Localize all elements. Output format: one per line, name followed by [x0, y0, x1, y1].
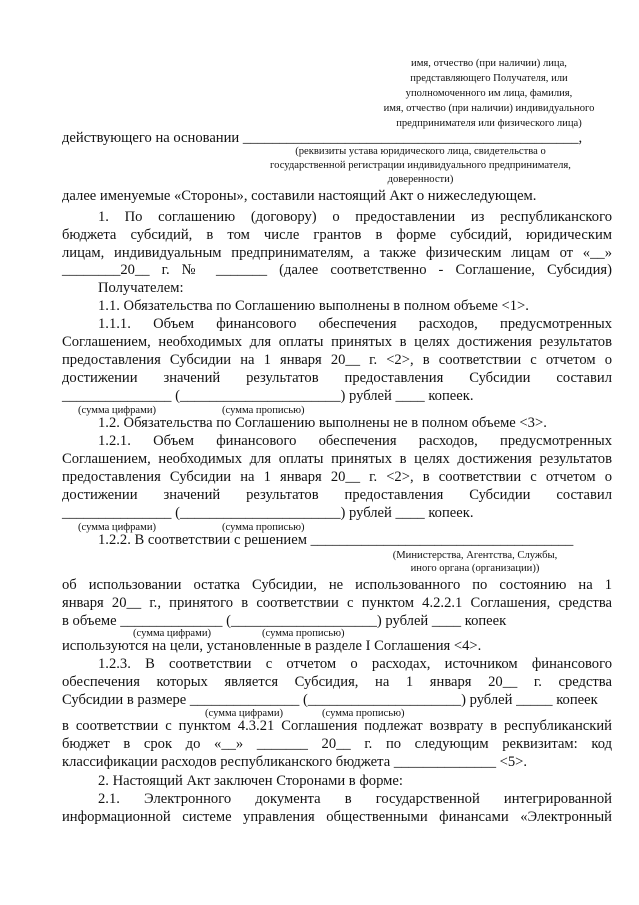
header-note-line-4: имя, отчество (при наличии) индивидуального [383, 103, 595, 114]
para-1-2-2-amount: в объеме ______________ (____________________) рублей ____ копеек [62, 613, 507, 629]
para-1-1-1-line-2: Соглашением, необходимых для оплаты принятых в целях достижения результатов [62, 334, 612, 350]
header-note-line-5: предпринимателя или физического лица) [396, 118, 582, 129]
amount-digits-note-1: (сумма цифрами) [78, 405, 157, 416]
amount-words-note-3: (сумма прописью) [262, 628, 345, 639]
header-note-line-3: уполномоченного им лица, фамилия, [405, 88, 573, 99]
para-1-line-1: 1. По соглашению (договору) о предоставлении из республиканского [98, 209, 612, 225]
para-1-2-3-line-5: бюджет в срок до «__» _______ 20__ г. по следующим реквизитам: код [62, 736, 612, 752]
para-2: 2. Настоящий Акт заключен Сторонами в форме: [98, 773, 403, 789]
amount-digits-note-4: (сумма цифрами) [205, 708, 284, 719]
para-1-2-2-line-2: об использовании остатка Субсидии, не использованного по состоянию на 1 [62, 577, 612, 593]
authority-note-1: (Министерства, Агентства, Службы, [392, 550, 558, 561]
para-1-2-3-line-6: классификации расходов республиканского бюджета ______________ <5>. [62, 754, 528, 770]
para-1-1-1-line-4: достижении значений результатов предоставления Субсидии составил [62, 370, 612, 386]
para-1-1: 1.1. Обязательства по Соглашению выполнены в полном объеме <1>. [98, 298, 529, 314]
recipient-label: Получателем: [98, 280, 184, 296]
para-1-2-2-line-4: используются на цели, установленные в разделе I Соглашения <4>. [62, 638, 482, 654]
para-1-2-3-line-1: 1.2.3. В соответствии с отчетом о расходах, источником финансового [98, 656, 612, 672]
amount-line-2: _______________ (______________________) рублей ____ копеек. [62, 505, 474, 521]
para-1-1-1-line-1: 1.1.1. Объем финансового обеспечения расходов, предусмотренных [98, 316, 612, 332]
authority-note-2: иного органа (организации)) [410, 563, 540, 574]
parties-line: далее именуемые «Стороны», составили настоящий Акт о нижеследующем. [62, 188, 537, 204]
header-note-line-2: представляющего Получателя, или [410, 73, 568, 84]
basis-note-1: (реквизиты устава юридического лица, свидетельства о [295, 146, 546, 157]
para-1-line-3: лицам, индивидуальным предпринимателям, а также физическим лицам от «__» [62, 245, 612, 261]
amount-digits-note-2: (сумма цифрами) [78, 522, 157, 533]
amount-words-note-4: (сумма прописью) [322, 708, 405, 719]
para-1-line-4: ________20__ г. № _______ (далее соответственно - Соглашение, Субсидия) [62, 262, 612, 278]
amount-line-1: _______________ (______________________) рублей ____ копеек. [62, 388, 474, 404]
para-2-1-line-2: информационной системе управления общественными финансами «Электронный [62, 809, 612, 825]
amount-words-note-2: (сумма прописью) [222, 522, 305, 533]
para-1-1-1-line-3: предоставления Субсидии на 1 января 20__ г. <2>, в соответствии с отчетом о [62, 352, 612, 368]
para-1-2-3-line-2: обеспечения которых является Субсидия, на 1 января 20__ г. средства [62, 674, 612, 690]
para-1-2-3-line-4: в соответствии с пунктом 4.3.21 Соглашения подлежат возврату в республиканский [62, 718, 612, 734]
para-1-2-1-line-2: Соглашением, необходимых для оплаты принятых в целях достижения результатов [62, 451, 612, 467]
para-1-2-1-line-3: предоставления Субсидии на 1 января 20__ г. <2>, в соответствии с отчетом о [62, 469, 612, 485]
header-note-line-1: имя, отчество (при наличии) лица, [411, 58, 567, 69]
para-1-2-3-amount: Субсидии в размере _______________ (_____________________) рублей _____ копеек [62, 692, 598, 708]
para-1-2-1-line-4: достижении значений результатов предоставления Субсидии составил [62, 487, 612, 503]
para-1-2-2-line-1: 1.2.2. В соответствии с решением ____________________________________ [98, 532, 574, 548]
para-1-line-2: бюджета субсидий, в том числе грантов в форме субсидий, юридическим [62, 227, 612, 243]
amount-digits-note-3: (сумма цифрами) [133, 628, 212, 639]
para-2-1-line-1: 2.1. Электронного документа в государственной интегрированной [98, 791, 612, 807]
para-1-2: 1.2. Обязательства по Соглашению выполнены не в полном объеме <3>. [98, 415, 547, 431]
amount-words-note-1: (сумма прописью) [222, 405, 305, 416]
para-1-2-2-line-3: января 20__ г., принятого в соответствии с пунктом 4.2.2.1 Соглашения, средства [62, 595, 612, 611]
para-1-2-1-line-1: 1.2.1. Объем финансового обеспечения расходов, предусмотренных [98, 433, 612, 449]
basis-note-2: государственной регистрации индивидуального предпринимателя, [270, 160, 571, 171]
basis-note-3: доверенности) [387, 174, 454, 185]
basis-line: действующего на основании ______________________________________________, [62, 130, 583, 146]
